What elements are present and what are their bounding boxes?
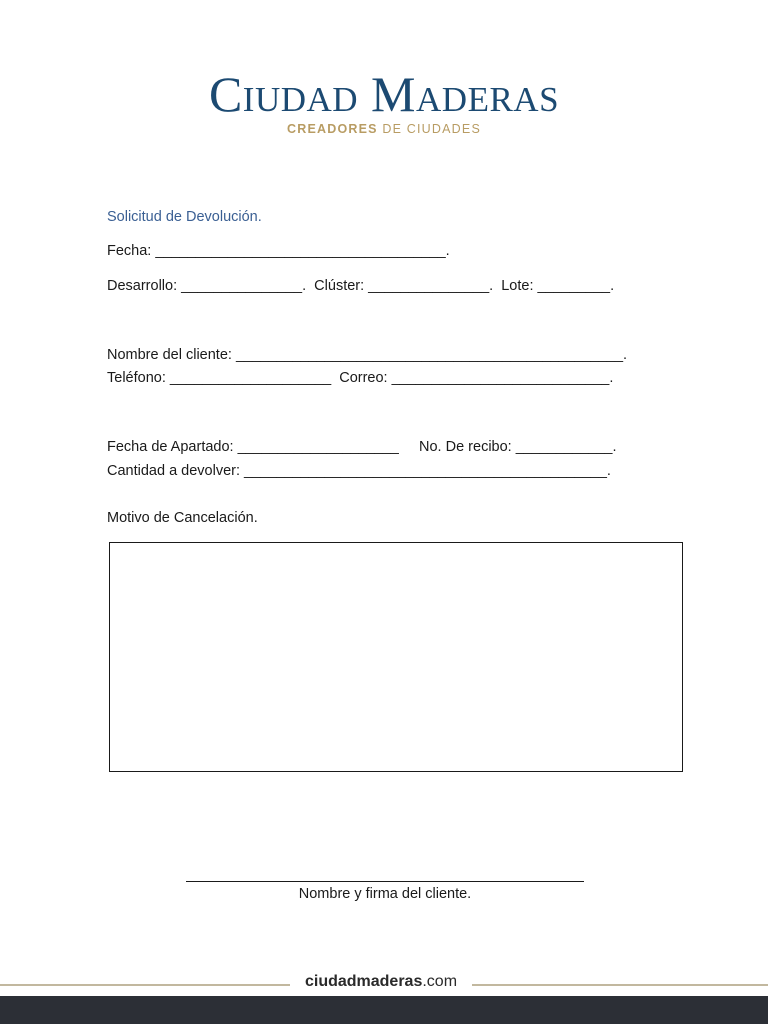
cantidad-devolver-field[interactable]: Cantidad a devolver: _____________________________________________. [107,463,611,479]
footer-rule-right [472,984,768,986]
footer-bar [0,996,768,1024]
apartado-recibo-row[interactable]: Fecha de Apartado: ____________________ No. De recibo: ____________. [107,439,617,455]
form-heading: Solicitud de Devolución. [107,209,262,225]
telefono-correo-row[interactable]: Teléfono: ____________________ Correo: ___________________________. [107,370,614,386]
brand-logo [0,66,768,136]
footer-domain-tld: .com [422,973,458,990]
fecha-field[interactable]: Fecha: ____________________________________. [107,243,450,259]
desarrollo-cluster-lote-row[interactable]: Desarrollo: _______________. Clúster: _______________. Lote: _________. [107,278,615,294]
nombre-cliente-field[interactable]: Nombre del cliente: ________________________________________________. [107,347,628,363]
brand-name: Ciudad Maderas [208,66,560,122]
footer-domain [290,973,472,991]
tagline-rest: DE CIUDADES [377,122,481,136]
signature-label: Nombre y firma del cliente. [298,886,472,902]
footer-domain-name: ciudadmaderas [304,973,423,990]
motivo-cancelacion-box[interactable] [109,542,683,772]
tagline-bold: CREADORES [287,122,378,136]
footer-rule-left [0,984,290,986]
signature-line[interactable] [186,881,584,882]
motivo-label: Motivo de Cancelación. [107,510,258,526]
brand-tagline [0,122,768,136]
